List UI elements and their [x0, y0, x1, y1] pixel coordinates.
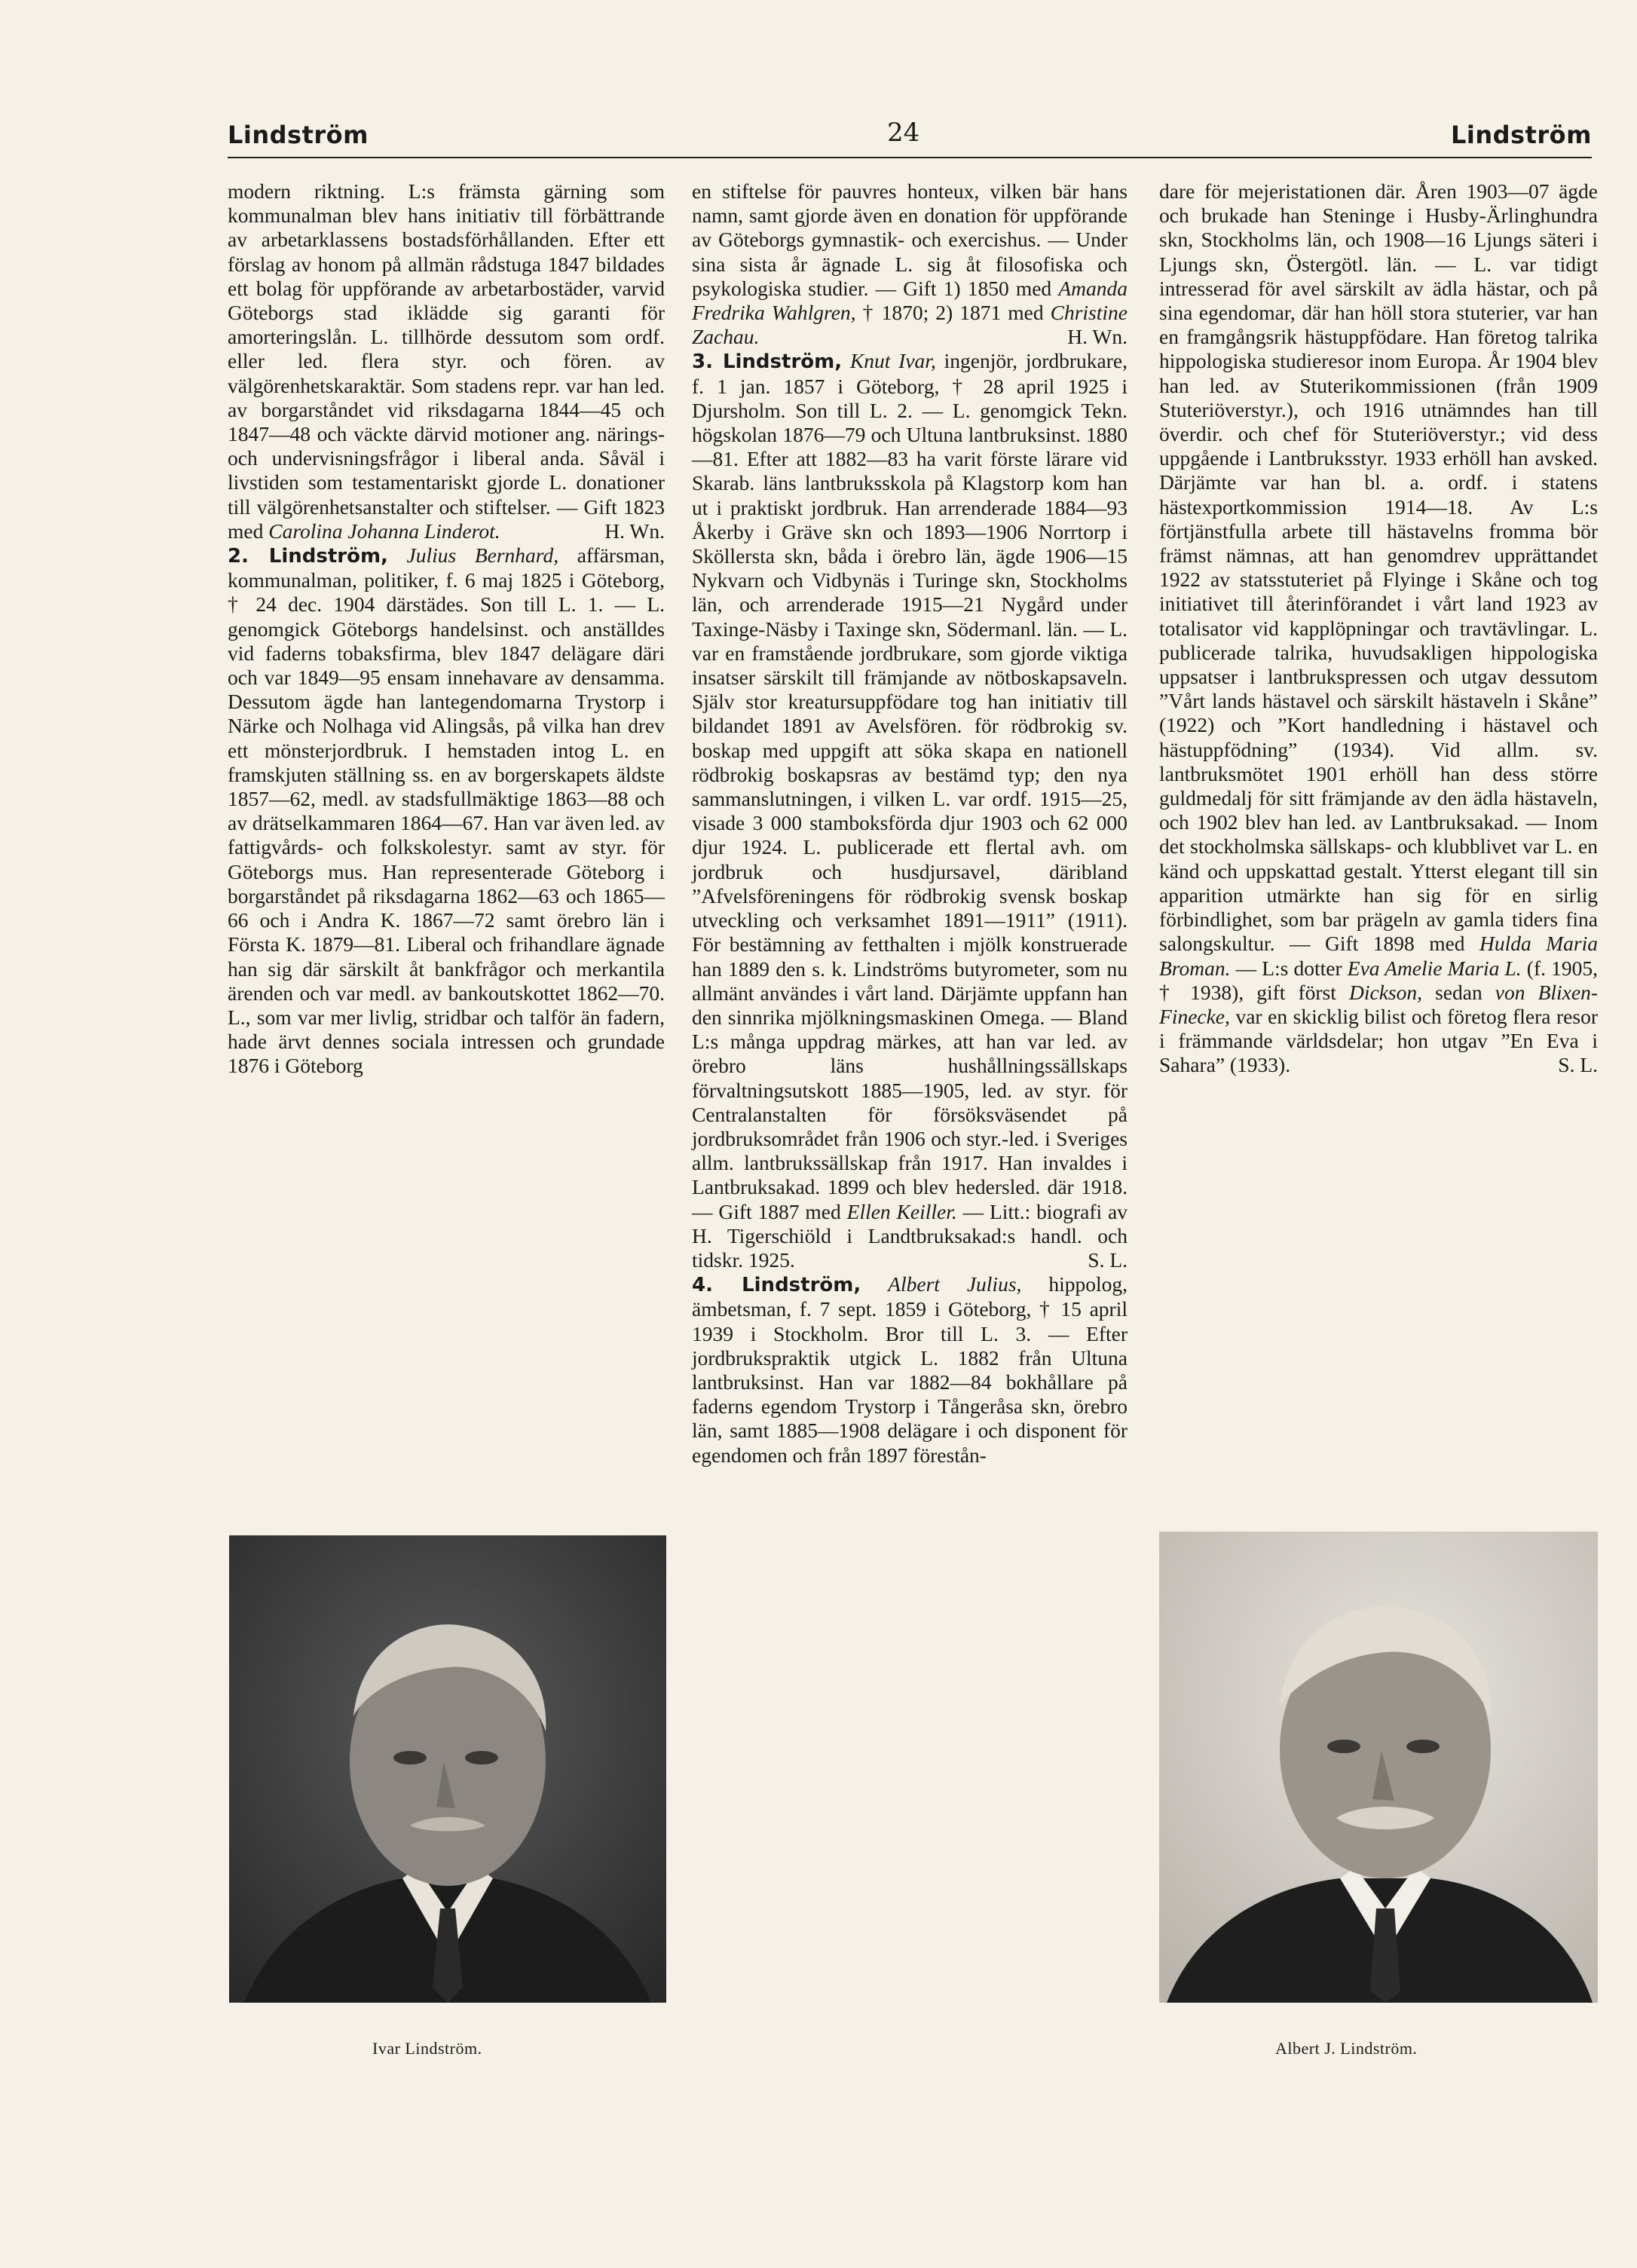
- portrait-photo-ivar: [229, 1535, 666, 2003]
- paragraph-text: affärsman, kommunalman, politiker, f. 6 maj 1825 i Göteborg, † 24 dec. 1904 därstädes. Son till L. 1. — L. genomgick Göteborgs handelsinst. och anställdes vid faderns tobaksfirma, blev 1847 delägare däri och var 1849—95 ensam innehavare av densamma. Dessutom ägde han lantegendomarna Trystorp i Närke och Nolhaga vid Alingsås, på vilka han drev ett mönsterjordbruk. I hemstaden intog L. en framskjuten ställning ss. en av borgerskapets äldste 1857—62, medl. av stadsfullmäktige 1863—88 och av drätselkammaren 1864—67. Han var även led. av fattigvårds- och folkskolestyr. samt av styr. för Göteborgs mus. Han representerade Göteborg i borgarståndet på riksdagarna 1862—63 och 1865—66 och i Andra K. 1867—72 samt örebro län i Första K. 1879—81. Liberal och frihandlare ägnade han sig där särskilt åt bankfrågor och merkantila ärenden och var medl. av bankoutskottet 1862—70. L., som var mer livlig, stridbar och talför än fadern, hade ärvt dennes sociala intressen och grundade 1876 i Göteborg: [228, 543, 666, 1078]
- spouse-name: Dickson,: [1348, 980, 1422, 1004]
- entry-text: [228, 179, 665, 543]
- entry-text: [692, 349, 1128, 1272]
- header-left-title: Lindström: [228, 121, 369, 149]
- paragraph-text: — Litt.: biografi av H. Tigerschiöld i Landtbruksakad:s handl. och tidskr. 1925.: [692, 1199, 1128, 1272]
- spouse-name: Carolina Johanna Linderot.: [268, 519, 500, 543]
- spouse-name: von Blixen-Finecke,: [1159, 980, 1598, 1028]
- text-column-1: [228, 179, 665, 1079]
- entry-text: [1159, 179, 1598, 1078]
- page-number: 24: [887, 118, 920, 148]
- entry-given-names: Albert Julius,: [888, 1272, 1022, 1296]
- paragraph-text: ingenjör, jordbrukare, f. 1 jan. 1857 i Göteborg, † 28 april 1925 i Djursholm. Son till L. 2. — L. genomgick Tekn. högskolan 1876—79 och Ultuna lantbruksinst. 1880—81. Efter att 1882—83 ha varit förste lärare vid Skarab. läns lantbruksskola på Klagstorp kom han ut i praktiskt jordbruk. Han arrenderade 1884—93 Åkerby i Gräve skn och 1893—1906 Norrtorp i Sköllersta skn, båda i örebro län, ägde 1906—15 Nykvarn och Vidbynäs i Turinge skn, Stockholms län, och arrenderade 1915—21 Nygård under Taxinge-Näsby i Taxinge skn, Södermanl. län. — L. var en framstående jordbrukare, som gjorde viktiga insatser särskilt till främjande av nötboskapsaveln. Själv stor kreatursuppfödare tog han initiativ till bildandet 1891 av Avelsfören. för rödbrokig sv. boskap med uppgift att söka skapa en nationell rödbrokig boskapsras av bestämd typ; den nya sammanslutningen, i vilken L. var ordf. 1915—25, visade 3 000 stamboksförda djur 1903 och 62 000 djur 1924. L. publicerade ett flertal avh. om jordbruk och husdjursavel, däribland ”Afvelsföreningens för rödbrokig svensk boskap utveckling och verksamhet 1891—1911” (1911). För bestämning av fetthalten i mjölk konstruerade han 1889 den s. k. Lindströms butyrometer, som nu allmänt användes i vårt land. Därjämte uppfann han den sinnrika mjölkningsmaskinen Omega. — Bland L:s många uppdrag märkes, att han var led. av örebro läns hushållningssällskaps förvaltningsutskott 1885—1905, led. av styr. för Centralanstalten för försöksväsendet på jordbruksområdet från 1906 och styr.-led. i Sveriges allm. lantbrukssällskap från 1917. Han invaldes i Lantbruksakad. 1899 och blev hedersled. där 1918. — Gift 1887 med: [692, 349, 1128, 1223]
- paragraph-text: † 1870; 2) 1871 med: [862, 301, 1044, 325]
- entry-text: [692, 179, 1128, 349]
- paragraph-text: dare för mejeristationen där. Åren 1903—07 ägde och brukade han Steninge i Husby-Ärlinghundra skn, Stockholms län, och 1908—16 Ljungs säteri i Ljungs skn, Östergötl. län. — L. var tidigt intresserad för avel särskilt av ädla hästar, och på sina egendomar, där han höll stora stuterier, var han en framgångsrik hästuppfödare. Han företog talrika hippologiska studieresor inom Europa. År 1904 blev han led. av Stuterikommissionen (från 1909 Stuteriöverstyr.), och 1916 utnämndes han till överdir. och chef för Stuteriöverstyr.; vid dess uppgående i Lantbruksstyr. 1933 erhöll han avsked. Därjämte var han bl. a. ordf. i statens hästexportkommission 1914—18. Av L:s förtjänstfulla arbete till hästavelns fromma bör främst nämnas, att han genomdrev upprättandet 1922 av statsstuteriet på Flyinge i Skåne och tog initiativet till återinförandet i vårt land 1923 av totalisator vid kapplöpningar och travtävlingar. L. publicerade talrika, huvudsakligen hippologiska uppsatser i lantbrukspressen och utgav dessutom ”Vårt lands hästavel och särskilt hästaveln i Skåne” (1922) och ”Kort handledning i hästavel och hästuppfödning” (1934). Vid allm. sv. lantbruksmötet 1901 erhöll han dess större guldmedalj för sitt främjande av den ädla hästaveln, och 1902 blev han led. av Lantbruksakad. — Inom det stockholmska sällskaps- och klubblivet var L. en känd och uppskattad gestalt. Ytterst elegant till sin apparition utmärkte han sig för en sirlig förbindlighet, som bar prägeln av gamla tiders fina salongskultur. — Gift 1898 med: [1159, 179, 1598, 956]
- running-header: [228, 113, 1592, 158]
- portrait-image: [1159, 1532, 1598, 2003]
- header-rule: [228, 157, 1592, 158]
- entry-heading: 3. Lindström,: [692, 350, 843, 374]
- portrait-photo-albert: [1159, 1532, 1598, 2003]
- paragraph-text: — L:s dotter: [1235, 956, 1342, 980]
- daughter-name: Eva Amelie Maria L.: [1347, 956, 1522, 980]
- paragraph-text: en stiftelse för pauvres honteux, vilken bär hans namn, samt gjorde även en donation för uppförande av Göteborgs gymnastik- och exercishus. — Under sina sista år ägnade L. sig åt filosofiska och psykologiska studier. — Gift 1) 1850 med: [692, 179, 1128, 300]
- paragraph-text: sedan: [1435, 980, 1482, 1004]
- spouse-name: Ellen Keiller.: [846, 1199, 957, 1223]
- paragraph-text: (f. 1905, † 1938), gift först: [1159, 956, 1598, 1004]
- entry-heading: 4. Lindström,: [692, 1274, 861, 1297]
- entry-given-names: Julius Bernhard,: [406, 543, 559, 568]
- header-right-title: Lindström: [1451, 121, 1592, 149]
- entry-text: [228, 543, 665, 1078]
- photo-caption-albert: Albert J. Lindström.: [1275, 2039, 1418, 2058]
- spouse-name: Hulda Maria Broman.: [1159, 932, 1598, 980]
- spouse-name: Amanda Fredrika Wahlgren,: [692, 276, 1128, 325]
- author-signature: S. L.: [1088, 1247, 1128, 1272]
- paragraph-text: modern riktning. L:s främsta gärning som kommunalman blev hans initiativ till förbättrande av arbetarklassens bostadsförhållanden. Efter ett förslag av honom på allmän rådstuga 1847 bildades ett bolag för uppförande av arbetarbostäder, varvid Göteborgs stad iklädde sig garanti för amorteringslån. L. tillhörde dessutom som ordf. eller led. flera styr. och fören. av välgörenhetskaraktär. Som stadens repr. var han led. av borgarståndet vid riksdagarna 1844—45 och 1847—48 och väckte därvid motioner ang. närings- och undervisningsfrågor i liberal anda. Såväl i livstiden som testamentariskt gjorde L. donationer till välgörenhetsanstalter och stiftelser. — Gift 1823 med: [228, 179, 665, 543]
- entry-text: [692, 1272, 1128, 1468]
- entry-heading: 2. Lindström,: [228, 545, 388, 568]
- entry-given-names: Knut Ivar,: [849, 349, 936, 373]
- paragraph-text: var en skicklig bilist och företog flera resor i främmande världsdelar; hon utgav ”En Eva i Sahara” (1933).: [1159, 1004, 1598, 1077]
- author-signature: S. L.: [1558, 1053, 1598, 1077]
- author-signature: H. Wn.: [604, 519, 665, 543]
- spouse-name: Christine Zachau.: [692, 301, 1128, 349]
- text-column-3: [1159, 179, 1598, 1078]
- portrait-image: [229, 1535, 666, 2003]
- author-signature: H. Wn.: [1067, 325, 1128, 349]
- paragraph-text: hippolog, ämbetsman, f. 7 sept. 1859 i Göteborg, † 15 april 1939 i Stockholm. Bror till L. 3. — Efter jordbrukspraktik utgick L. 1882 från Ultuna lantbruksinst. Han var 1882—84 bokhållare på faderns egendom Trystorp i Tångeråsa skn, örebro län, samt 1885—1908 delägare i och disponent för egendomen och från 1897 förestån-: [692, 1272, 1128, 1467]
- text-column-2: [692, 179, 1128, 1468]
- photo-caption-ivar: Ivar Lindström.: [372, 2039, 482, 2058]
